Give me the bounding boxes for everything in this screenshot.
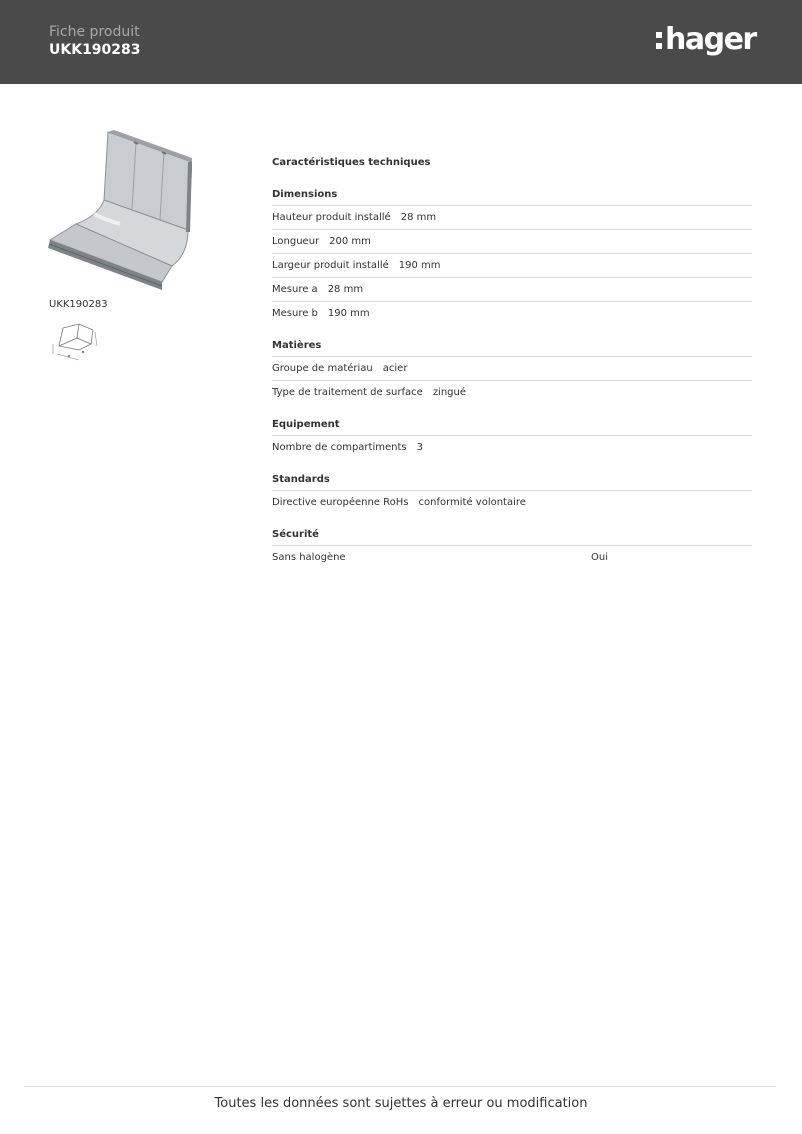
image-caption: UKK190283 bbox=[49, 299, 108, 310]
spec-value: 28 mm bbox=[327, 284, 364, 295]
spec-value: acier bbox=[382, 363, 408, 374]
spec-row bbox=[272, 491, 752, 514]
spec-label: Hauteur produit installé bbox=[272, 212, 391, 223]
logo-wordmark: hager bbox=[665, 22, 756, 57]
spec-label: Longueur bbox=[272, 236, 320, 247]
header-bar bbox=[0, 0, 802, 84]
section-title: Dimensions bbox=[272, 182, 752, 206]
product-image bbox=[46, 128, 192, 290]
spec-label: Nombre de compartiments bbox=[272, 442, 407, 453]
spec-label: Type de traitement de surface bbox=[272, 387, 423, 398]
hager-logo bbox=[656, 22, 756, 58]
spec-value: Oui bbox=[591, 552, 608, 563]
spec-row bbox=[272, 230, 752, 254]
footer-divider bbox=[24, 1086, 776, 1087]
spec-value: zingué bbox=[432, 387, 467, 398]
section-materials bbox=[272, 333, 752, 404]
spec-row bbox=[272, 546, 752, 569]
section-safety bbox=[272, 522, 752, 569]
spec-value: 190 mm bbox=[398, 260, 441, 271]
spec-row bbox=[272, 436, 752, 459]
product-code-title: UKK190283 bbox=[49, 42, 141, 58]
spec-row bbox=[272, 254, 752, 278]
specs-title: Caractéristiques techniques bbox=[272, 157, 431, 168]
section-title: Matières bbox=[272, 333, 752, 357]
spec-label: Largeur produit installé bbox=[272, 260, 389, 271]
spec-label: Mesure a bbox=[272, 284, 318, 295]
section-title: Sécurité bbox=[272, 522, 752, 546]
dimension-drawing-icon bbox=[49, 320, 101, 364]
spec-value: 190 mm bbox=[327, 308, 370, 319]
section-standards bbox=[272, 467, 752, 514]
spec-row bbox=[272, 302, 752, 325]
spec-value: 28 mm bbox=[400, 212, 437, 223]
section-title: Equipement bbox=[272, 412, 752, 436]
spec-value: 3 bbox=[416, 442, 423, 453]
section-title: Standards bbox=[272, 467, 752, 491]
spec-label: Groupe de matériau bbox=[272, 363, 373, 374]
spec-label: Directive européenne RoHs bbox=[272, 497, 409, 508]
technical-specs bbox=[272, 152, 752, 569]
footer-disclaimer: Toutes les données sont sujettes à erreur ou modification bbox=[214, 1096, 588, 1111]
spec-row bbox=[272, 206, 752, 230]
section-equipment bbox=[272, 412, 752, 459]
spec-label: Mesure b bbox=[272, 308, 318, 319]
spec-row bbox=[272, 278, 752, 302]
logo-colon-icon bbox=[656, 32, 662, 49]
spec-row bbox=[272, 357, 752, 381]
spec-label: Sans halogène bbox=[272, 552, 346, 563]
spec-value: 200 mm bbox=[329, 236, 371, 247]
spec-row bbox=[272, 381, 752, 404]
document-type-label: Fiche produit bbox=[49, 24, 140, 40]
section-dimensions bbox=[272, 182, 752, 325]
spec-value: conformité volontaire bbox=[418, 497, 526, 508]
